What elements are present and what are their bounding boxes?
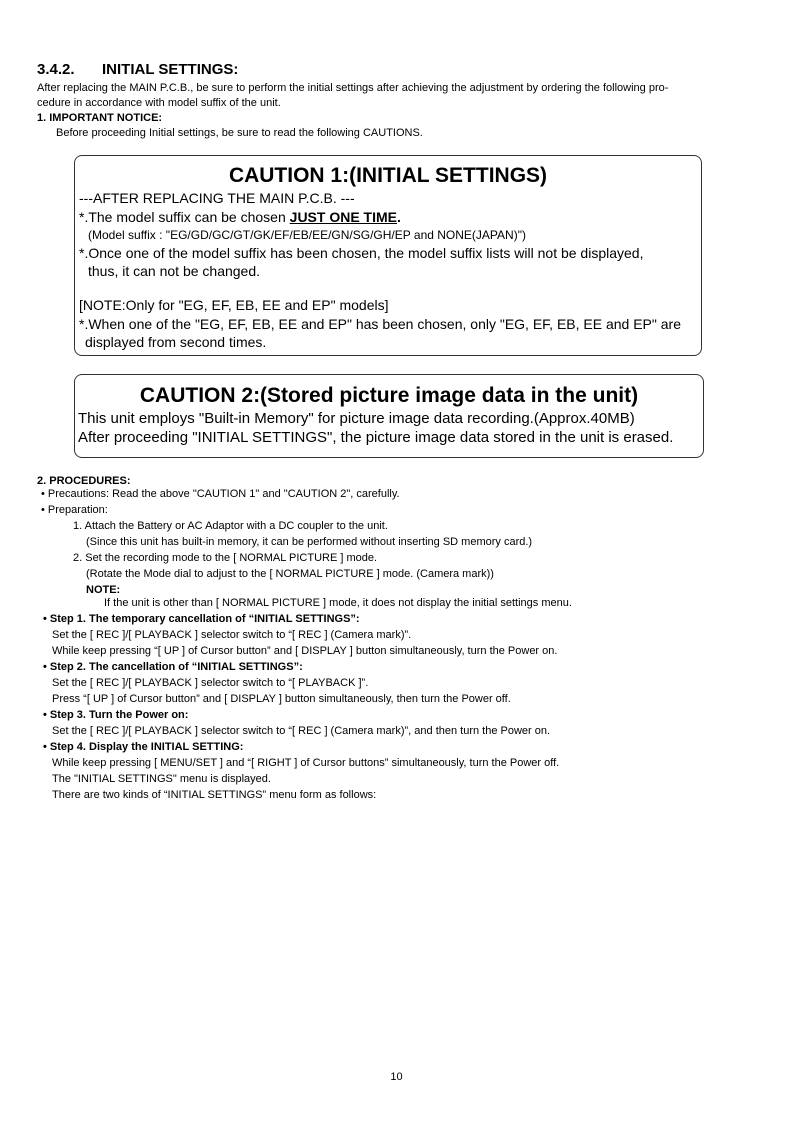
intro-line-1: After replacing the MAIN P.C.B., be sure to perform the initial settings after achieving the adjustment by ordering the following pro-: [37, 82, 669, 94]
procedures-heading: 2. PROCEDURES:: [37, 475, 131, 487]
caution-1-line-4: *.Once one of the model suffix has been chosen, the model suffix lists will not be displayed,: [79, 245, 644, 261]
step-3-line-1: Set the [ REC ]/[ PLAYBACK ] selector switch to “[ REC ] (Camera mark)”, and then turn the Power on.: [52, 725, 551, 737]
step-2-title: • Step 2. The cancellation of “INITIAL SETTINGS”:: [43, 661, 303, 673]
prep-item-2: 2. Set the recording mode to the [ NORMAL PICTURE ] mode.: [73, 552, 378, 564]
note-text: If the unit is other than [ NORMAL PICTURE ] mode, it does not display the initial settings menu.: [104, 597, 572, 609]
step-1-line-1: Set the [ REC ]/[ PLAYBACK ] selector switch to “[ REC ] (Camera mark)”.: [52, 629, 412, 641]
step-2-line-1: Set the [ REC ]/[ PLAYBACK ] selector switch to “[ PLAYBACK ]”.: [52, 677, 369, 689]
step-3-title: • Step 3. Turn the Power on:: [43, 709, 189, 721]
caution-1-line-3: (Model suffix : "EG/GD/GC/GT/GK/EF/EB/EE/GN/SG/GH/EP and NONE(JAPAN)"): [88, 228, 526, 242]
procedures-precautions: • Precautions: Read the above "CAUTION 1" and "CAUTION 2", carefully.: [41, 488, 400, 500]
section-number: 3.4.2.: [37, 61, 75, 78]
caution-1-line-6: [NOTE:Only for "EG, EF, EB, EE and EP" models]: [79, 297, 389, 313]
caution-1-line-1: ---AFTER REPLACING THE MAIN P.C.B. ---: [79, 190, 355, 206]
caution-1-line-5: thus, it can not be changed.: [88, 263, 261, 279]
caution-1-title: CAUTION 1:(INITIAL SETTINGS): [228, 164, 548, 187]
just-one-time-emphasis: JUST ONE TIME: [289, 209, 398, 225]
caution-2-line-2: After proceeding "INITIAL SETTINGS", the picture image data stored in the unit is erased.: [78, 429, 674, 446]
section-title: INITIAL SETTINGS:: [102, 61, 239, 78]
step-4-line-1: While keep pressing [ MENU/SET ] and “[ RIGHT ] of Cursor buttons” simultaneously, turn the Power off.: [52, 757, 560, 769]
step-4-line-2: The "INITIAL SETTINGS" menu is displayed.: [52, 773, 271, 785]
caution-1-line-2: *.The model suffix can be chosen JUST ONE TIME.: [79, 209, 401, 225]
caution-2-line-1: This unit employs "Built-in Memory" for picture image data recording.(Approx.40MB): [78, 410, 635, 427]
caution-1-line-8: displayed from second times.: [85, 334, 267, 350]
step-1-title: • Step 1. The temporary cancellation of “INITIAL SETTINGS”:: [43, 613, 360, 625]
step-4-title: • Step 4. Display the INITIAL SETTING:: [43, 741, 244, 753]
prep-item-1: 1. Attach the Battery or AC Adaptor with a DC coupler to the unit.: [73, 520, 388, 532]
caution-2-box: [74, 374, 704, 458]
step-4-line-3: There are two kinds of “INITIAL SETTINGS” menu form as follows:: [52, 789, 377, 801]
prep-item-1-note: (Since this unit has built-in memory, it can be performed without inserting SD memory card.): [86, 536, 533, 548]
prep-item-2-note: (Rotate the Mode dial to adjust to the [ NORMAL PICTURE ] mode. (Camera mark)): [86, 568, 494, 580]
caution-1-line-7: *.When one of the "EG, EF, EB, EE and EP" has been chosen, only "EG, EF, EB, EE and EP" are: [79, 316, 681, 332]
step-1-line-2: While keep pressing “[ UP ] of Cursor button” and [ DISPLAY ] button simultaneously, turn the Power on.: [52, 645, 558, 657]
important-text: Before proceeding Initial settings, be sure to read the following CAUTIONS.: [56, 127, 423, 139]
procedures-preparation: • Preparation:: [41, 504, 108, 516]
caution-2-title: CAUTION 2:(Stored picture image data in the unit): [139, 384, 639, 407]
step-2-line-2: Press “[ UP ] of Cursor button” and [ DISPLAY ] button simultaneously, then turn the Power off.: [52, 693, 511, 705]
note-label: NOTE:: [86, 584, 121, 596]
important-heading: 1. IMPORTANT NOTICE:: [37, 112, 163, 124]
caution-1-box: [74, 155, 702, 356]
intro-line-2: cedure in accordance with model suffix of the unit.: [37, 97, 281, 109]
page-number: 10: [390, 1071, 403, 1083]
